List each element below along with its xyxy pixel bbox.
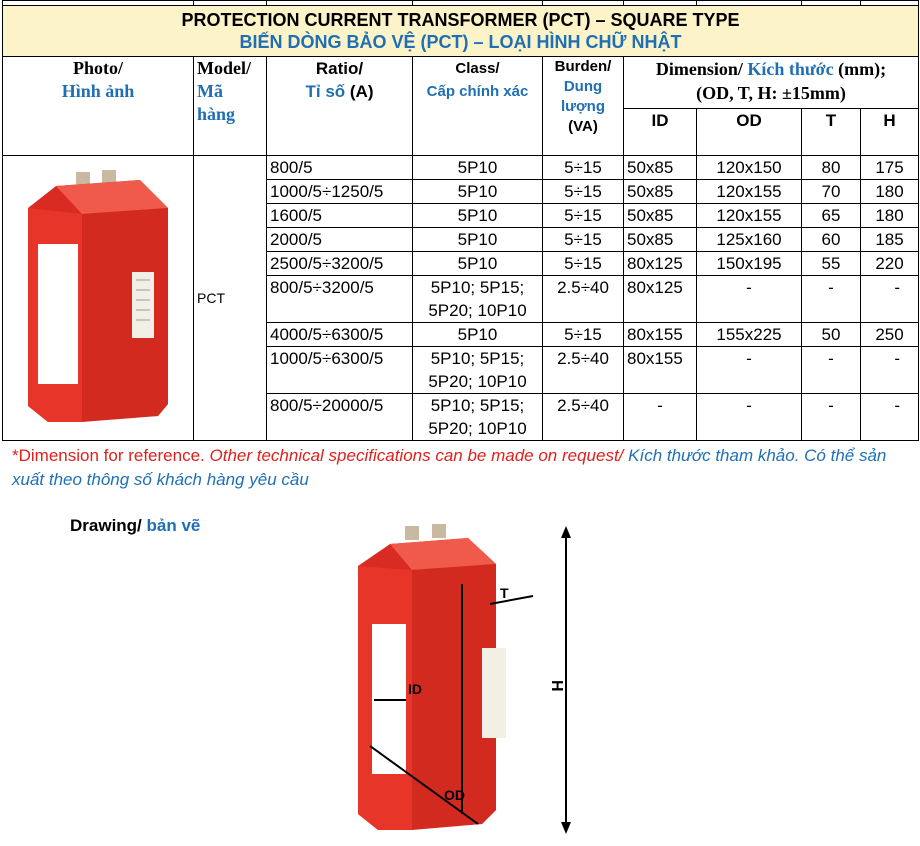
od-label: OD (444, 787, 465, 803)
class-cell: 5P10 (413, 323, 543, 347)
class-cell: 5P10 (413, 156, 543, 180)
header-od: OD (697, 109, 802, 156)
title-vi: BIẾN DÒNG BẢO VỆ (PCT) – LOẠI HÌNH CHỮ NHẬT (239, 32, 682, 52)
t-cell: 55 (802, 252, 861, 276)
ratio-cell: 2500/5÷3200/5 (267, 252, 413, 276)
t-cell: - (802, 276, 861, 323)
header-id: ID (624, 109, 697, 156)
id-cell: 80x155 (624, 323, 697, 347)
burden-cell: 5÷15 (543, 204, 624, 228)
header-h: H (861, 109, 919, 156)
burden-cell: 5÷15 (543, 180, 624, 204)
class-cell: 5P10; 5P15; 5P20; 10P10 (413, 394, 543, 441)
t-label: T (500, 585, 509, 601)
burden-cell: 2.5÷40 (543, 276, 624, 323)
id-cell: 50x85 (624, 228, 697, 252)
table-row (3, 156, 919, 180)
class-cell: 5P10; 5P15; 5P20; 10P10 (413, 347, 543, 394)
spec-table (2, 0, 919, 441)
od-cell: 125x160 (697, 228, 802, 252)
od-cell: 155x225 (697, 323, 802, 347)
ratio-cell: 800/5÷20000/5 (267, 394, 413, 441)
h-cell: 185 (861, 228, 919, 252)
header-model: Model/ Mã hàng (194, 57, 267, 156)
h-cell: 180 (861, 180, 919, 204)
t-cell: - (802, 347, 861, 394)
id-cell: 80x125 (624, 252, 697, 276)
t-cell: 50 (802, 323, 861, 347)
drawing-label: Drawing/ bản vẽ (70, 516, 201, 535)
product-photo (3, 156, 194, 441)
burden-cell: 5÷15 (543, 252, 624, 276)
id-cell: 80x125 (624, 276, 697, 323)
h-label: H (548, 680, 565, 692)
title-en: PROTECTION CURRENT TRANSFORMER (PCT) – SQUARE TYPE (181, 10, 740, 30)
burden-cell: 5÷15 (543, 228, 624, 252)
dimension-drawing (350, 524, 590, 836)
transformer-photo-icon (8, 160, 188, 430)
id-cell: 50x85 (624, 180, 697, 204)
reference-note: *Dimension for reference. Other technical specifications can be made on request/ Kích thước tham khảo. Có thể sản xuất theo thông số khách hàng yêu cầu (12, 446, 887, 489)
ratio-cell: 2000/5 (267, 228, 413, 252)
class-cell: 5P10 (413, 180, 543, 204)
od-cell: - (697, 394, 802, 441)
class-cell: 5P10; 5P15; 5P20; 10P10 (413, 276, 543, 323)
t-cell: - (802, 394, 861, 441)
ratio-cell: 1000/5÷6300/5 (267, 347, 413, 394)
id-cell: 50x85 (624, 156, 697, 180)
t-cell: 70 (802, 180, 861, 204)
od-cell: 120x155 (697, 204, 802, 228)
burden-cell: 5÷15 (543, 323, 624, 347)
ratio-cell: 800/5÷3200/5 (267, 276, 413, 323)
class-cell: 5P10 (413, 228, 543, 252)
ratio-cell: 1600/5 (267, 204, 413, 228)
burden-cell: 5÷15 (543, 156, 624, 180)
header-class: Class/ Cấp chính xác (413, 57, 543, 156)
id-label: ID (408, 681, 422, 697)
h-cell: - (861, 276, 919, 323)
id-cell: 50x85 (624, 204, 697, 228)
header-photo: Photo/ Hình ảnh (3, 57, 194, 156)
od-cell: - (697, 347, 802, 394)
t-cell: 60 (802, 228, 861, 252)
ratio-cell: 800/5 (267, 156, 413, 180)
ratio-cell: 4000/5÷6300/5 (267, 323, 413, 347)
burden-cell: 2.5÷40 (543, 394, 624, 441)
header-burden: Burden/ Dung lượng (VA) (543, 57, 624, 156)
t-cell: 80 (802, 156, 861, 180)
burden-cell: 2.5÷40 (543, 347, 624, 394)
ratio-cell: 1000/5÷1250/5 (267, 180, 413, 204)
class-cell: 5P10 (413, 252, 543, 276)
class-cell: 5P10 (413, 204, 543, 228)
h-cell: 175 (861, 156, 919, 180)
table-title (3, 6, 919, 57)
id-cell: 80x155 (624, 347, 697, 394)
model-cell: PCT (194, 156, 267, 441)
od-cell: 120x150 (697, 156, 802, 180)
od-cell: 120x155 (697, 180, 802, 204)
od-cell: - (697, 276, 802, 323)
h-cell: - (861, 394, 919, 441)
header-dimension: Dimension/ Kích thước (mm); (OD, T, H: ±15mm) (624, 57, 919, 109)
id-cell: - (624, 394, 697, 441)
od-cell: 150x195 (697, 252, 802, 276)
header-t: T (802, 109, 861, 156)
header-ratio: Ratio/ Tỉ số (A) (267, 57, 413, 156)
h-cell: 250 (861, 323, 919, 347)
h-cell: - (861, 347, 919, 394)
h-cell: 220 (861, 252, 919, 276)
h-cell: 180 (861, 204, 919, 228)
t-cell: 65 (802, 204, 861, 228)
